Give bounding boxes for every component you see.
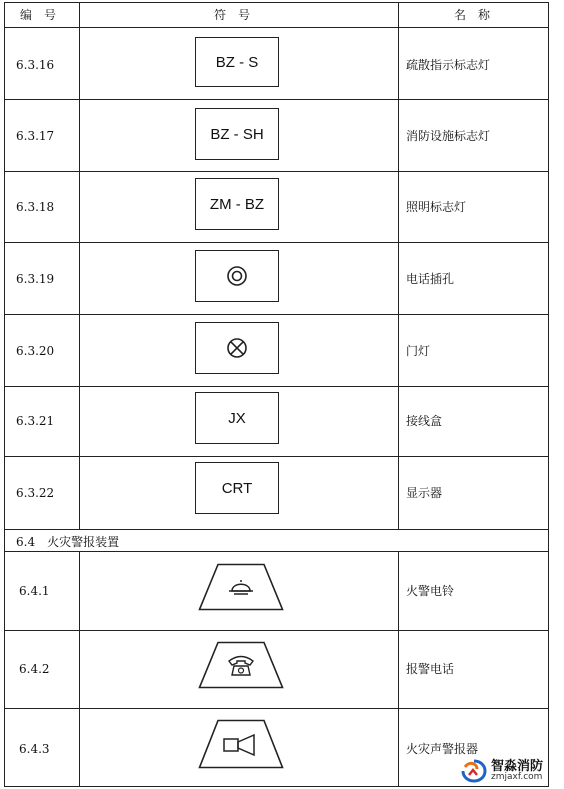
row-divider [4, 630, 549, 631]
row-name: 电话插孔 [406, 272, 455, 286]
bell-icon [229, 580, 253, 594]
column-divider-id [79, 2, 80, 529]
symbol-trapezoid [198, 719, 284, 769]
symbol-label: BZ - S [215, 53, 259, 71]
row-name: 火灾声警报器 [406, 742, 479, 756]
header-bottom-border [4, 27, 549, 28]
row-name: 疏散指示标志灯 [406, 58, 491, 72]
row-divider [4, 99, 549, 100]
row-id: 6.4.2 [19, 662, 50, 676]
column-divider-id [79, 551, 80, 786]
row-divider [4, 314, 549, 315]
brand-logo-icon [461, 759, 487, 783]
symbol-label: JX [228, 409, 246, 427]
symbol-box [195, 322, 279, 374]
row-id: 6.3.21 [16, 414, 55, 428]
row-id: 6.3.22 [16, 486, 55, 500]
symbol-label: BZ - SH [210, 125, 264, 143]
symbol-box [195, 108, 279, 160]
watermark-brand: 智淼消防 [490, 759, 543, 774]
row-name: 显示器 [406, 486, 443, 500]
symbol-box [195, 250, 279, 302]
row-id: 6.3.17 [16, 129, 55, 143]
symbol-box [195, 178, 279, 230]
symbol-label: ZM - BZ [209, 195, 265, 213]
table-right-border [548, 2, 549, 786]
row-name: 接线盒 [406, 414, 443, 428]
row-id: 6.3.18 [16, 200, 55, 214]
table-bottom-border [4, 786, 549, 787]
row-name: 火警电铃 [406, 584, 455, 598]
concentric-circles-icon [225, 264, 249, 288]
row-id: 6.3.20 [16, 344, 55, 358]
column-divider-name [398, 2, 399, 529]
row-divider [4, 171, 549, 172]
section-divider [4, 551, 549, 552]
sounder-horn-icon [224, 735, 254, 755]
row-divider [4, 386, 549, 387]
symbol-box [195, 37, 279, 87]
row-id: 6.3.16 [16, 58, 55, 72]
row-divider [4, 456, 549, 457]
column-divider-name [398, 551, 399, 786]
symbol-label: CRT [221, 479, 253, 497]
symbol-table [2, 0, 561, 789]
row-name: 报警电话 [406, 662, 455, 676]
row-divider [4, 708, 549, 709]
row-name: 门灯 [406, 344, 431, 358]
header-symbol: 符 号 [214, 8, 251, 22]
symbol-box [195, 462, 279, 514]
watermark [461, 759, 543, 783]
table-left-border [4, 2, 5, 786]
watermark-url: zmjaxf.com [490, 772, 543, 782]
header-name: 名 称 [454, 8, 491, 22]
row-divider [4, 242, 549, 243]
header-id: 编 号 [20, 8, 57, 22]
crossed-circle-icon [225, 336, 249, 360]
row-divider [4, 529, 549, 530]
row-name: 消防设施标志灯 [406, 129, 491, 143]
table-top-border [4, 2, 549, 3]
symbol-trapezoid [198, 641, 284, 689]
symbol-trapezoid [198, 563, 284, 611]
row-id: 6.4.1 [19, 584, 50, 598]
row-name: 照明标志灯 [406, 200, 467, 214]
row-id: 6.3.19 [16, 272, 55, 286]
telephone-icon [229, 657, 253, 676]
section-title: 6.4 火灾警报装置 [16, 535, 120, 549]
row-id: 6.4.3 [19, 742, 50, 756]
symbol-box [195, 392, 279, 444]
